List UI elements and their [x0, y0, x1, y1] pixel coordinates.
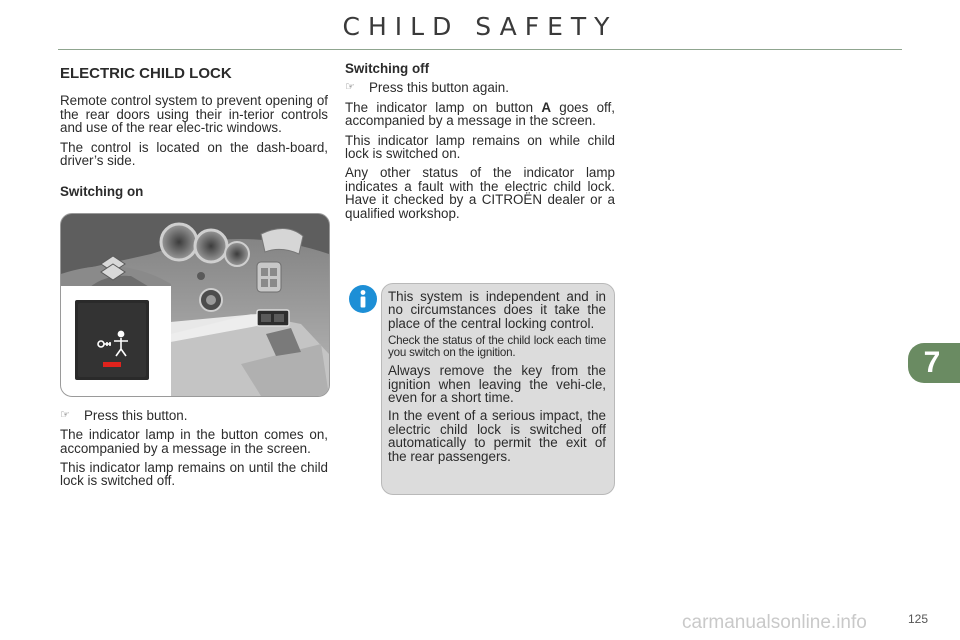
pointing-hand-icon: ☞	[345, 81, 355, 94]
info-serious-impact: In the event of a serious impact, the electric child lock is switched off automatically to permit the exit of the rear passengers.	[388, 408, 606, 464]
info-icon	[349, 285, 377, 313]
info-check-status: Check the status of the child lock each time you switch on the ignition.	[388, 334, 606, 360]
intro-paragraph: Remote control system to prevent opening of the rear doors using their in-terior controls and use of the rear elec-tric windows.	[60, 93, 328, 136]
location-paragraph: The control is located on the dash-board, driver’s side.	[60, 139, 328, 169]
info-remove-key: Always remove the key from the ignition when leaving the vehi-cle, even for a short time.	[388, 363, 606, 406]
fault-paragraph: Any other status of the indicator lamp indicates a fault with the electric child lock. Have it checked by a CITROËN dealer or a qualified workshop.	[345, 165, 615, 221]
dashboard-photo	[60, 213, 330, 397]
section-heading: ELECTRIC CHILD LOCK	[60, 65, 232, 82]
page-number: 125	[908, 612, 929, 626]
button-label-a: A	[541, 99, 551, 115]
left-column	[60, 62, 328, 494]
info-text	[388, 290, 606, 468]
info-independent: This system is independent and in no circumstances does it take the place of the central locking control.	[388, 289, 606, 331]
header-divider	[58, 49, 902, 50]
indicator-on-paragraph: The indicator lamp in the button comes on, accompanied by a message in the screen.	[60, 427, 328, 456]
indicator-lamp	[103, 362, 121, 367]
dashboard-illustration	[61, 214, 329, 396]
switching-on-heading: Switching on	[60, 184, 144, 200]
step-switch-off: ☞ Press this button again.	[345, 80, 509, 96]
chapter-tab	[908, 343, 960, 383]
middle-column	[345, 62, 615, 226]
switching-off-heading: Switching off	[345, 61, 430, 76]
indicator-remains-paragraph: This indicator lamp remains on until the child lock is switched off.	[60, 460, 328, 489]
watermark: carmanualsonline.info	[682, 612, 867, 633]
pointing-hand-icon: ☞	[60, 408, 70, 421]
step-switch-on: ☞ Press this button.	[60, 407, 188, 423]
page-title: CHILD SAFETY	[342, 12, 618, 41]
indicator-while-paragraph: This indicator lamp remains on while child lock is switched on.	[345, 132, 615, 162]
indicator-off-paragraph: The indicator lamp on button A goes off, accompanied by a message in the screen.	[345, 99, 615, 129]
chapter-number: 7	[923, 346, 941, 379]
